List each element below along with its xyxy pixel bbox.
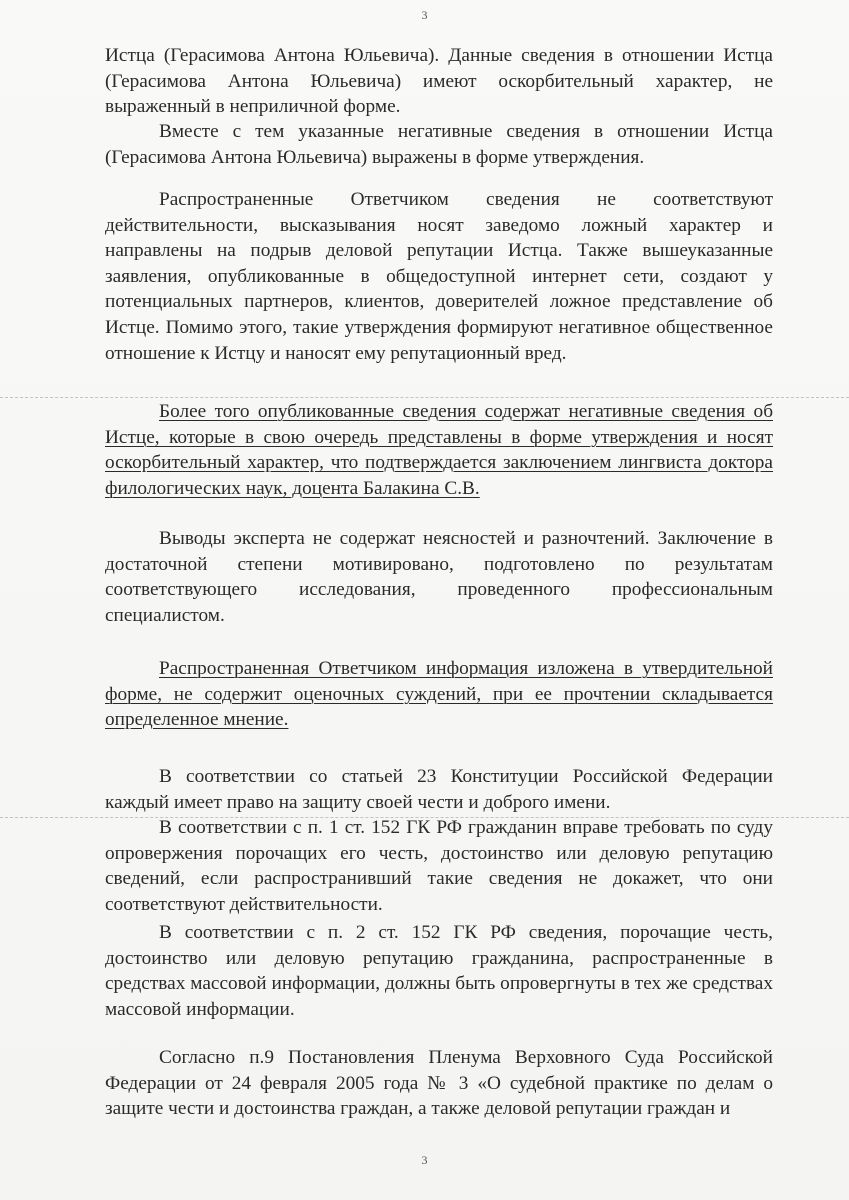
paragraph-7: В соответствии со статьей 23 Конституции Российской Федерации каждый имеет право на защиту своей чести и доброго имени. <box>105 766 773 813</box>
page-number-top: 3 <box>421 8 428 22</box>
paragraph-8: В соответствии с п. 1 ст. 152 ГК РФ гражданин вправе требовать по суду опровержения порочащих его честь, достоинство или деловую репутацию сведений, если распространивший такие сведения не докажет, что они соответствуют действительности. <box>105 817 773 915</box>
paragraph-9: В соответствии с п. 2 ст. 152 ГК РФ сведения, порочащие честь, достоинство или деловую репутацию гражданина, распространенные в средствах массовой информации, должны быть опровергнуты в тех же средствах массовой информации. <box>105 922 773 1020</box>
paragraph-5: Выводы эксперта не содержат неясностей и разночтений. Заключение в достаточной степени мотивировано, подготовлено по результатам соответствующего исследования, проведенного профессиональным специалистом. <box>105 528 773 626</box>
paragraph-1: Истца (Герасимова Антона Юльевича). Данные сведения в отношении Истца (Герасимова Антона Юльевича) имеют оскорбительный характер, не выраженный в неприличной форме. <box>105 45 773 118</box>
page-number-bottom: 3 <box>421 1153 428 1167</box>
paragraph-2: Вместе с тем указанные негативные сведения в отношении Истца (Герасимова Антона Юльевича) выражены в форме утверждения. <box>105 121 773 168</box>
fold-line <box>0 397 849 398</box>
paragraph-10: Согласно п.9 Постановления Пленума Верховного Суда Российской Федерации от 24 февраля 2005 года № 3 «О судебной практике по делам о защите чести и достоинства граждан, а также деловой репутации граждан и <box>105 1047 773 1120</box>
paragraph-3: Распространенные Ответчиком сведения не соответствуют действительности, высказывания носят заведомо ложный характер и направлены на подрыв деловой репутации Истца. Также вышеуказанные заявления, опубликованные в общедоступной интернет сети, создают у потенциальных партнеров, клиентов, доверителей ложное представление об Истце. Помимо этого, такие утверждения формируют негативное общественное отношение к Истцу и наносят ему репутационный вред. <box>105 189 773 364</box>
paragraph-4-underlined: Более того опубликованные сведения содержат негативные сведения об Истце, которые в свою очередь представлены в форме утверждения и носят оскорбительный характер, что подтверждается заключением лингвиста доктора филологических наук, доцента Балакина С.В. <box>105 401 773 499</box>
paragraph-6-underlined: Распространенная Ответчиком информация изложена в утвердительной форме, не содержит оценочных суждений, при ее прочтении складывается определенное мнение. <box>105 658 773 731</box>
